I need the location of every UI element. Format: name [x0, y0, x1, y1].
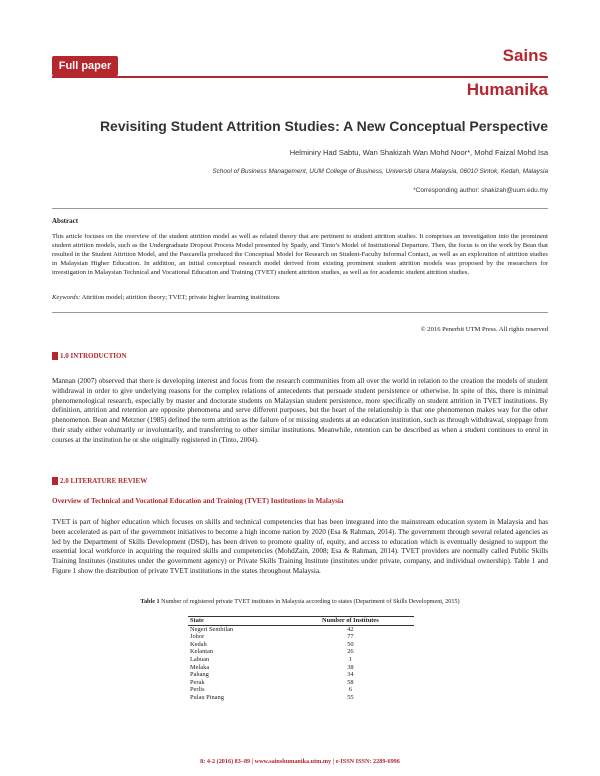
abstract-bottom-rule: [52, 312, 548, 313]
cell-state: Pulau Pinang: [190, 693, 224, 701]
cell-state: Perak: [190, 678, 205, 686]
column-header-count: Number of Institutes: [287, 617, 414, 626]
table-header-row: [188, 617, 414, 626]
cell-state: Kelantan: [190, 648, 214, 656]
table-caption-label: Table 1: [140, 598, 160, 605]
cell-state: Labuan: [190, 655, 210, 663]
table-row: [188, 633, 414, 641]
cell-count: 50: [347, 640, 354, 648]
author-list: Helminiry Had Sabtu, Wan Shakizah Wan Mohd Noor*, Mohd Faizal Mohd Isa: [289, 148, 548, 157]
section-marker: [52, 352, 58, 360]
abstract-text: This article focuses on the overview of the student attrition model as well as related theory that are pertinent to student attrition studies. It comprises an investigation into the prominent student attrition models, such as the Undergraduate Dropout Process Model presented by Spady, and Tinto’s Model of Institutional Departure. Then, the focus is on the work by Bean that resulted in the Student Attrition Model, and the Pascarella produced the Conceptual Model for Research on Student-Faculty Informal Contact, as well as an exploration of attrition studies in Malaysian Higher Education. In addition, an initial conceptual research model derived from existing prominent student attrition models was proposed by the researchers for investigation in Malaysian Technical and Vocational Education and Training (TVET) student attrition studies, as well as for academic student attrition studies.: [52, 233, 548, 276]
article-title: Revisiting Student Attrition Studies: A New Conceptual Perspective: [99, 118, 548, 134]
keywords-list: Attrition model; attrition theory; TVET; private higher learning institutions: [80, 294, 280, 301]
page-footer: 8: 4-2 (2016) 83–89 | www.sainshumanika.utm.my | e-ISSN ISSN: 2289-6996: [200, 758, 400, 765]
section-heading-literature-review: [52, 477, 147, 485]
journal-name-sains: Sains: [502, 46, 548, 65]
section-title: 1.0 INTRODUCTION: [60, 352, 127, 360]
table-row: [188, 664, 414, 672]
corresponding-author: *Corresponding author: shakizah@uum.edu.my: [413, 187, 548, 194]
cell-count: 26: [347, 648, 354, 656]
tvet-institutes-table: [188, 616, 414, 702]
full-paper-badge: Full paper: [52, 56, 118, 76]
subsection-heading-tvet: Overview of Technical and Vocational Education and Training (TVET) Institutions in Malaysia: [52, 497, 344, 505]
cell-state: Perlis: [190, 686, 205, 694]
cell-count: 6: [348, 686, 352, 694]
section-title: 2.0 LITERATURE REVIEW: [60, 477, 148, 485]
table-row: [188, 648, 414, 656]
section-heading-introduction: [52, 352, 127, 360]
table-row: [188, 656, 414, 664]
cell-state: Pahang: [190, 671, 209, 679]
table-caption: [52, 598, 548, 605]
table-row: [188, 641, 414, 649]
table-row: [188, 694, 414, 702]
table-row: [188, 679, 414, 687]
cell-state: Negeri Sembilan: [190, 625, 234, 633]
keywords-label: Keywords:: [52, 294, 81, 301]
cell-count: 42: [347, 625, 354, 633]
cell-count: 1: [348, 655, 352, 663]
table-row: [188, 686, 414, 694]
table-row: [188, 625, 414, 633]
cell-count: 34: [347, 671, 354, 679]
table-caption-text: Number of registered private TVET institutes in Malaysia according to states (Department of Skills Development, 2015): [159, 598, 460, 605]
cell-count: 77: [347, 633, 354, 641]
abstract-heading: Abstract: [52, 217, 79, 225]
table-row: [188, 671, 414, 679]
keywords: [52, 294, 548, 301]
literature-paragraph: TVET is part of higher education which focuses on skills and technical competencies that has been integrated into the mainstream education system in Malaysia and has been accelerated as part of the government initiatives to become a high income nation by 2020 (Esa & Rahman, 2014). The government through several related agencies as led by the Department of Skills Development (DSD), has been driven to promote quality of, equity, and access to education which is eventually designed to support the essential local workforce in acquiring the required skills and competencies (MohdZain, 2008; Esa & Rahman, 2014). TVET providers are normally called Public Skills Training Institutes (institutes under the government agency) or Private Skills Training Institute (institutes under private, company, and individual ownership). Table 1 and Figure 1 show the distribution of private TVET institutions in the states throughout Malaysia.: [52, 518, 548, 575]
cell-count: 58: [347, 678, 354, 686]
section-marker: [52, 477, 58, 485]
affiliation: School of Business Management, UUM College of Business, Universiti Utara Malaysia, 06010 Sintok, Kedah, Malaysia: [212, 168, 548, 175]
copyright-notice: © 2016 Penerbit UTM Press. All rights reserved: [420, 326, 548, 333]
abstract-top-rule: [52, 208, 548, 209]
journal-name-humanika: Humanika: [466, 80, 548, 99]
cell-count: 38: [347, 663, 354, 671]
column-header-state: State: [188, 617, 287, 626]
introduction-paragraph: Mannan (2007) observed that there is developing interest and focus from the research communities from all over the world in relation to the creation the models of student withdrawal in order to give underlying reasons for the complex relations of antecedents that persuade student persistence or otherwise. In spite of this, there is minimal phenomenological research, especially by master and doctorate students on Malaysian student persistence, more specifically on student attrition in TVET institutions. By definition, attrition and retention are opposite phenomena and serve different purposes, but the heart of the relationship is that one phenomenon makes way for the other phenomenon. Bean and Metzner (1985) defined the term attrition as the failure of or missing students at an education institution, such as through withdrawal, stoppage from their study either voluntarily or involuntarily, and transferring to other similar institutions. Meanwhile, retention can be described as when a student continues to enrol in courses at the institution he or she originally registered in (Tinto, 2004).: [52, 377, 548, 444]
cell-state: Kedah: [190, 640, 207, 648]
cell-state: Melaka: [190, 663, 210, 671]
header-rule: [52, 76, 548, 78]
cell-state: Johor: [190, 633, 205, 641]
cell-count: 55: [347, 693, 354, 701]
